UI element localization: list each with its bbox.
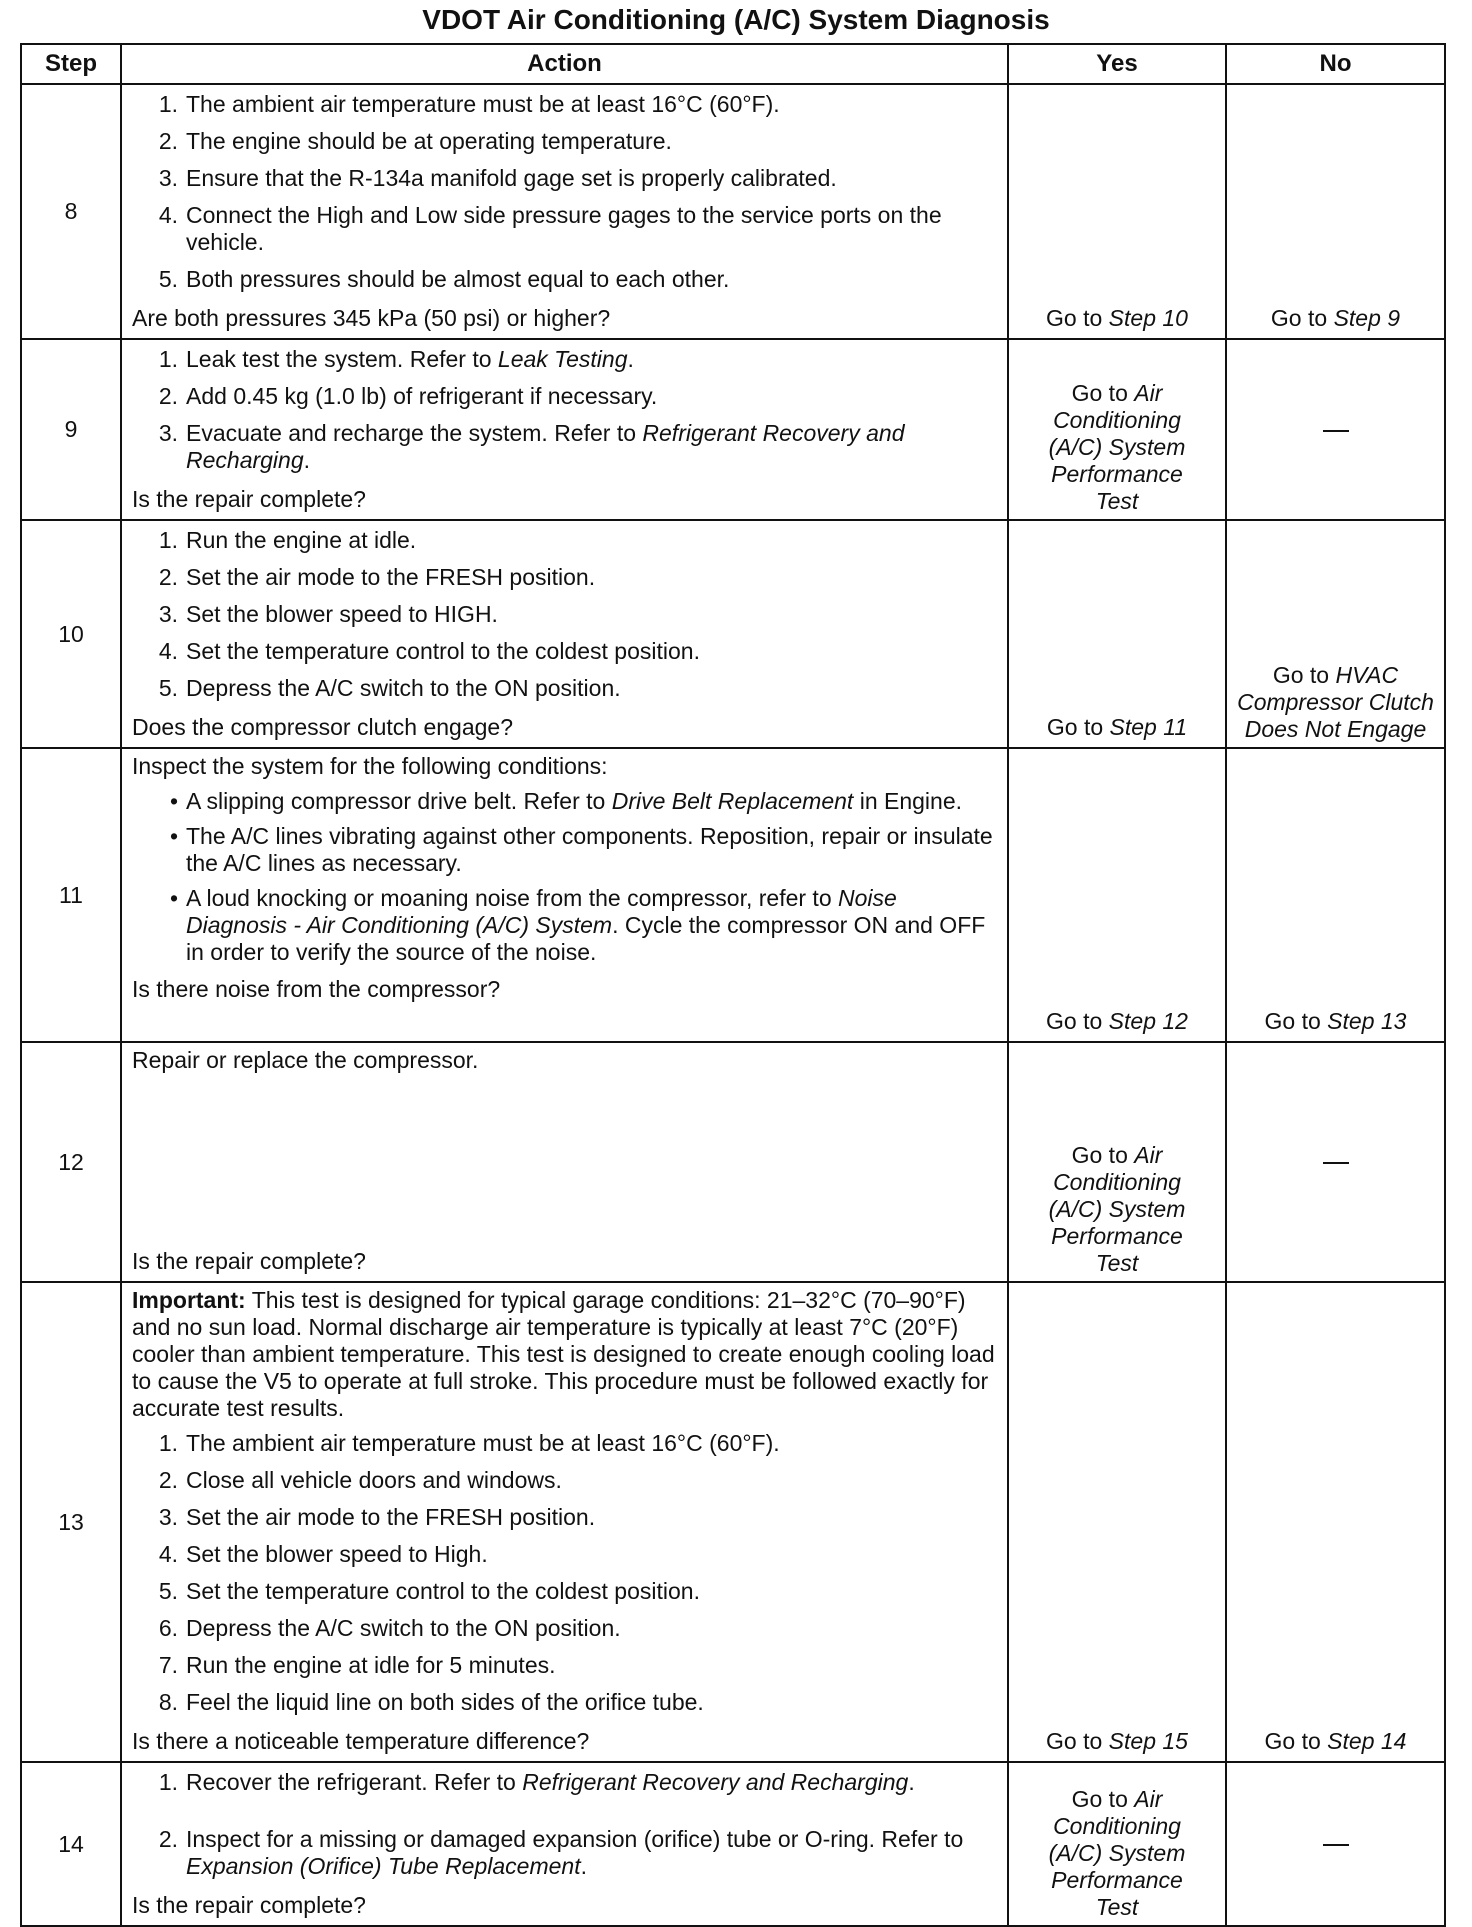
list-item: 1. The ambient air temperature must be at least 16°C (60°F). bbox=[158, 1430, 780, 1456]
table-row-step-8 bbox=[21, 84, 1445, 339]
table-row-step-13 bbox=[21, 1282, 1445, 1762]
table-row-step-10 bbox=[21, 520, 1445, 748]
question: Does the compressor clutch engage? bbox=[132, 714, 513, 740]
question: Are both pressures 345 kPa (50 psi) or higher? bbox=[132, 305, 611, 331]
list-item: 2. Add 0.45 kg (1.0 lb) of refrigerant if necessary. bbox=[158, 383, 658, 409]
list-item: 5. Both pressures should be almost equal to each other. bbox=[158, 266, 730, 292]
table-row-step-9 bbox=[21, 339, 1445, 520]
goto-link[interactable]: Step 9 bbox=[1333, 305, 1401, 331]
empty-dash bbox=[1323, 430, 1349, 432]
step-number: 10 bbox=[21, 520, 121, 748]
header-action: Action bbox=[121, 44, 1008, 84]
no-cell: Go to Step 9 bbox=[1226, 84, 1445, 339]
empty-dash bbox=[1323, 1162, 1349, 1164]
list-item: 3. Evacuate and recharge the system. Refer to Refrigerant Recovery and Recharging. bbox=[158, 420, 905, 473]
header-step: Step bbox=[21, 44, 121, 84]
goto-link[interactable]: Air Conditioning (A/C) System Performance Test bbox=[1048, 1142, 1186, 1276]
action-cell bbox=[121, 1042, 1008, 1282]
document-title: VDOT Air Conditioning (A/C) System Diagnosis bbox=[422, 4, 1050, 35]
step-number: 12 bbox=[21, 1042, 121, 1282]
intro-text: Inspect the system for the following conditions: bbox=[132, 753, 608, 779]
empty-dash bbox=[1323, 1844, 1349, 1846]
reference-link[interactable]: Drive Belt Replacement bbox=[611, 788, 854, 814]
table-row-step-12 bbox=[21, 1042, 1445, 1282]
list-item: 1. Leak test the system. Refer to Leak Testing. bbox=[158, 346, 634, 372]
goto-link[interactable]: Air Conditioning (A/C) System Performance Test bbox=[1048, 380, 1186, 514]
list-item: 1. Run the engine at idle. bbox=[158, 527, 417, 553]
no-cell: Go to HVAC Compressor Clutch Does Not Engage bbox=[1226, 520, 1445, 748]
step-number: 11 bbox=[21, 748, 121, 1042]
yes-cell: Go to Step 15 bbox=[1008, 1282, 1226, 1762]
question: Is the repair complete? bbox=[132, 486, 366, 512]
list-item: 2. Close all vehicle doors and windows. bbox=[158, 1467, 562, 1493]
goto-link[interactable]: Step 11 bbox=[1109, 714, 1188, 740]
step-number: 8 bbox=[21, 84, 121, 339]
list-item: 2. Inspect for a missing or damaged expansion (orifice) tube or O-ring. Refer to Expansion (Orifice) Tube Replacement. bbox=[158, 1826, 964, 1879]
question: Is there noise from the compressor? bbox=[132, 976, 501, 1002]
reference-link[interactable]: Leak Testing bbox=[497, 346, 628, 372]
step-number: 9 bbox=[21, 339, 121, 520]
list-item: 8. Feel the liquid line on both sides of the orifice tube. bbox=[158, 1689, 704, 1715]
list-item: 4. Set the blower speed to High. bbox=[158, 1541, 488, 1567]
important-note: Important: This test is designed for typical garage conditions: 21–32°C (70–90°F) and no sun load. Normal discharge air temperature is typically at least 7°C (20°F) cooler than ambient temperature. This test is designed to create enough cooling load to cause the V5 to operate at full stroke. This procedure must be followed exactly for accurate test results. bbox=[132, 1287, 995, 1421]
list-item: 2. Set the air mode to the FRESH position. bbox=[158, 564, 596, 590]
goto-link[interactable]: Step 14 bbox=[1327, 1728, 1407, 1754]
list-item: 5. Set the temperature control to the coldest position. bbox=[158, 1578, 700, 1604]
list-item: 5. Depress the A/C switch to the ON position. bbox=[158, 675, 621, 701]
step-number: 14 bbox=[21, 1762, 121, 1926]
action-cell bbox=[121, 1762, 1008, 1926]
no-cell bbox=[1226, 1042, 1445, 1282]
question: Is there a noticeable temperature difference? bbox=[132, 1728, 590, 1754]
no-cell bbox=[1226, 339, 1445, 520]
goto-link[interactable]: Step 15 bbox=[1108, 1728, 1188, 1754]
list-item: 3. Set the air mode to the FRESH position. bbox=[158, 1504, 596, 1530]
reference-link[interactable]: Noise Diagnosis - Air Conditioning (A/C) System bbox=[186, 885, 897, 938]
list-item: 7. Run the engine at idle for 5 minutes. bbox=[158, 1652, 556, 1678]
yes-cell: Go to Step 10 bbox=[1008, 84, 1226, 339]
action-cell bbox=[121, 1282, 1008, 1762]
yes-cell: Go to Air Conditioning (A/C) System Performance Test bbox=[1008, 339, 1226, 520]
list-item: 1. The ambient air temperature must be at least 16°C (60°F). bbox=[158, 91, 780, 117]
list-item: 3. Set the blower speed to HIGH. bbox=[158, 601, 498, 627]
list-item: 3. Ensure that the R-134a manifold gage set is properly calibrated. bbox=[158, 165, 837, 191]
bullet-item: • The A/C lines vibrating against other components. Reposition, repair or insulate the A/C lines as necessary. bbox=[169, 823, 993, 876]
diagnosis-table bbox=[20, 43, 1446, 1927]
yes-cell: Go to Step 12 bbox=[1008, 748, 1226, 1042]
goto-link[interactable]: Step 10 bbox=[1108, 305, 1188, 331]
reference-link[interactable]: Refrigerant Recovery and Recharging bbox=[186, 420, 905, 473]
action-cell bbox=[121, 520, 1008, 748]
goto-link[interactable]: Air Conditioning (A/C) System Performance Test bbox=[1048, 1786, 1186, 1920]
goto-link[interactable]: Step 12 bbox=[1108, 1008, 1188, 1034]
goto-link[interactable]: Step 13 bbox=[1327, 1008, 1407, 1034]
header-row bbox=[21, 44, 1445, 84]
list-item: 1. Recover the refrigerant. Refer to Refrigerant Recovery and Recharging. bbox=[158, 1769, 915, 1795]
bullet-item: • A slipping compressor drive belt. Refer to Drive Belt Replacement in Engine. bbox=[169, 788, 963, 814]
goto-link[interactable]: HVAC Compressor Clutch Does Not Engage bbox=[1237, 662, 1434, 742]
yes-cell: Go to Step 11 bbox=[1008, 520, 1226, 748]
action-cell bbox=[121, 339, 1008, 520]
list-item: 2. The engine should be at operating temperature. bbox=[158, 128, 672, 154]
action-cell bbox=[121, 748, 1008, 1042]
table-row-step-11 bbox=[21, 748, 1445, 1042]
bullet-item: • A loud knocking or moaning noise from the compressor, refer to Noise Diagnosis - Air Conditioning (A/C) System. Cycle the compressor ON and OFF in order to verify the source of the noise. bbox=[169, 885, 986, 965]
question: Is the repair complete? bbox=[132, 1892, 366, 1918]
no-cell bbox=[1226, 1762, 1445, 1926]
reference-link[interactable]: Expansion (Orifice) Tube Replacement bbox=[186, 1853, 581, 1879]
yes-cell: Go to Air Conditioning (A/C) System Performance Test bbox=[1008, 1762, 1226, 1926]
list-item: 4. Connect the High and Low side pressure gages to the service ports on the vehicle. bbox=[158, 202, 942, 255]
table-row-step-14 bbox=[21, 1762, 1445, 1926]
question: Is the repair complete? bbox=[132, 1248, 366, 1274]
header-yes: Yes bbox=[1008, 44, 1226, 84]
step-number: 13 bbox=[21, 1282, 121, 1762]
yes-cell: Go to Air Conditioning (A/C) System Performance Test bbox=[1008, 1042, 1226, 1282]
reference-link[interactable]: Refrigerant Recovery and Recharging bbox=[522, 1769, 909, 1795]
no-cell: Go to Step 14 bbox=[1226, 1282, 1445, 1762]
intro-text: Repair or replace the compressor. bbox=[132, 1047, 479, 1073]
header-no: No bbox=[1226, 44, 1445, 84]
list-item: 6. Depress the A/C switch to the ON position. bbox=[158, 1615, 621, 1641]
list-item: 4. Set the temperature control to the coldest position. bbox=[158, 638, 700, 664]
no-cell: Go to Step 13 bbox=[1226, 748, 1445, 1042]
action-cell bbox=[121, 84, 1008, 339]
